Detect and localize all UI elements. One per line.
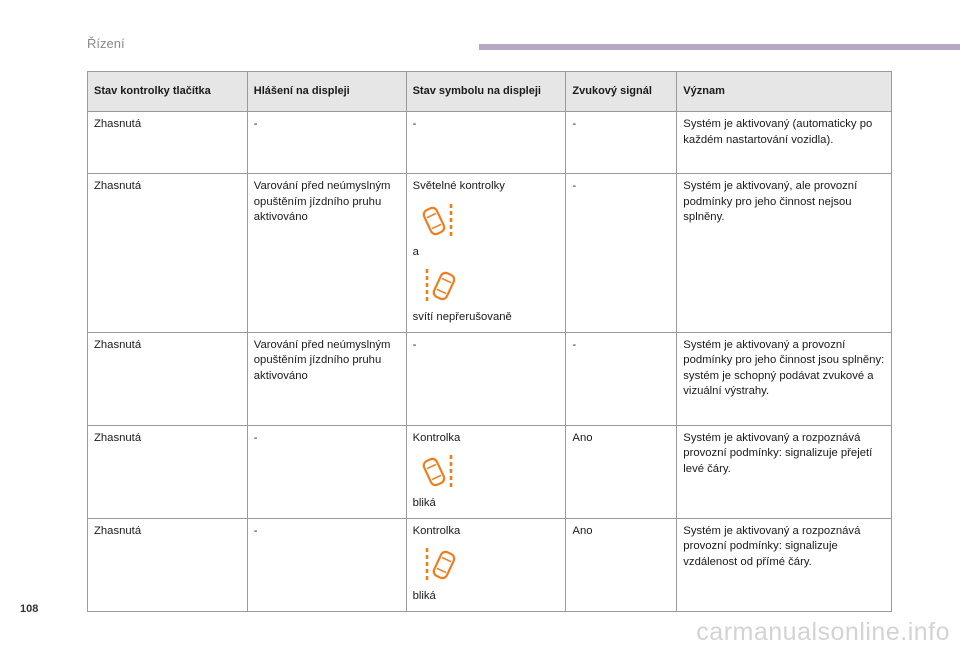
table-row (88, 174, 892, 333)
cell-meaning: Systém je aktivovaný a provozní podmínky pro jeho činnost jsou splněny: systém je schopný podávat zvukové a vizuální výstrahy. (677, 332, 892, 425)
cell-button-status: Zhasnutá (88, 174, 248, 333)
cell-sound-signal: Ano (566, 425, 677, 518)
cell-meaning: Systém je aktivovaný a rozpoznává provozní podmínky: signalizuje přejetí levé čáry. (677, 425, 892, 518)
cell-sound-signal: - (566, 332, 677, 425)
lane-departure-left-icon (421, 268, 457, 304)
cell-sound-signal: Ano (566, 518, 677, 611)
symbol-status-text: a (412, 245, 419, 258)
cell-sound-signal: - (566, 112, 677, 174)
column-header-symbol-status: Stav symbolu na displeji (406, 72, 566, 112)
cell-button-status: Zhasnutá (88, 425, 248, 518)
cell-button-status: Zhasnutá (88, 112, 248, 174)
cell-display-message: Varování před neúmyslným opuštěním jízdního pruhu aktivováno (247, 332, 406, 425)
cell-display-message: - (247, 112, 406, 174)
lane-departure-status-table (87, 71, 892, 612)
cell-symbol-status: - (406, 332, 566, 425)
table-row (88, 112, 892, 174)
symbol-status-text: Světelné kontrolky (412, 180, 505, 192)
cell-button-status: Zhasnutá (88, 518, 248, 611)
column-header-sound-signal: Zvukový signál (566, 72, 677, 112)
header-bar (479, 44, 960, 50)
lane-departure-left-icon (421, 547, 457, 583)
cell-meaning: Systém je aktivovaný a rozpoznává provozní podmínky: signalizuje vzdálenost od přímé čáry. (677, 518, 892, 611)
table-header-row (88, 72, 892, 112)
column-header-meaning: Význam (677, 72, 892, 112)
symbol-status-text: Kontrolka (412, 431, 461, 444)
table-row (88, 518, 892, 611)
watermark: carmanualsonline.info (696, 618, 950, 646)
cell-display-message: - (247, 425, 406, 518)
cell-meaning: Systém je aktivovaný (automaticky po každém nastartování vozidla). (677, 112, 892, 174)
cell-display-message: Varování před neúmyslným opuštěním jízdního pruhu aktivováno (247, 174, 406, 333)
table-row (88, 332, 892, 425)
symbol-status-text: Kontrolka (412, 524, 461, 537)
symbol-status-text: bliká (412, 590, 436, 602)
cell-meaning: Systém je aktivovaný, ale provozní podmínky pro jeho činnost nejsou splněny. (677, 174, 892, 333)
page-number: 108 (20, 603, 39, 615)
table-row (88, 425, 892, 518)
cell-symbol-status (406, 518, 566, 611)
cell-symbol-status: - (406, 112, 566, 174)
symbol-status-text: bliká (412, 497, 436, 509)
lane-departure-right-icon (421, 454, 457, 490)
cell-sound-signal: - (566, 174, 677, 333)
section-title: Řízení (87, 36, 125, 51)
cell-symbol-status (406, 174, 566, 333)
column-header-display-message: Hlášení na displeji (247, 72, 406, 112)
cell-button-status: Zhasnutá (88, 332, 248, 425)
column-header-button-status: Stav kontrolky tlačítka (88, 72, 248, 112)
cell-display-message: - (247, 518, 406, 611)
lane-departure-right-icon (421, 203, 457, 239)
cell-symbol-status (406, 425, 566, 518)
symbol-status-text: svítí nepřerušovaně (412, 311, 512, 323)
